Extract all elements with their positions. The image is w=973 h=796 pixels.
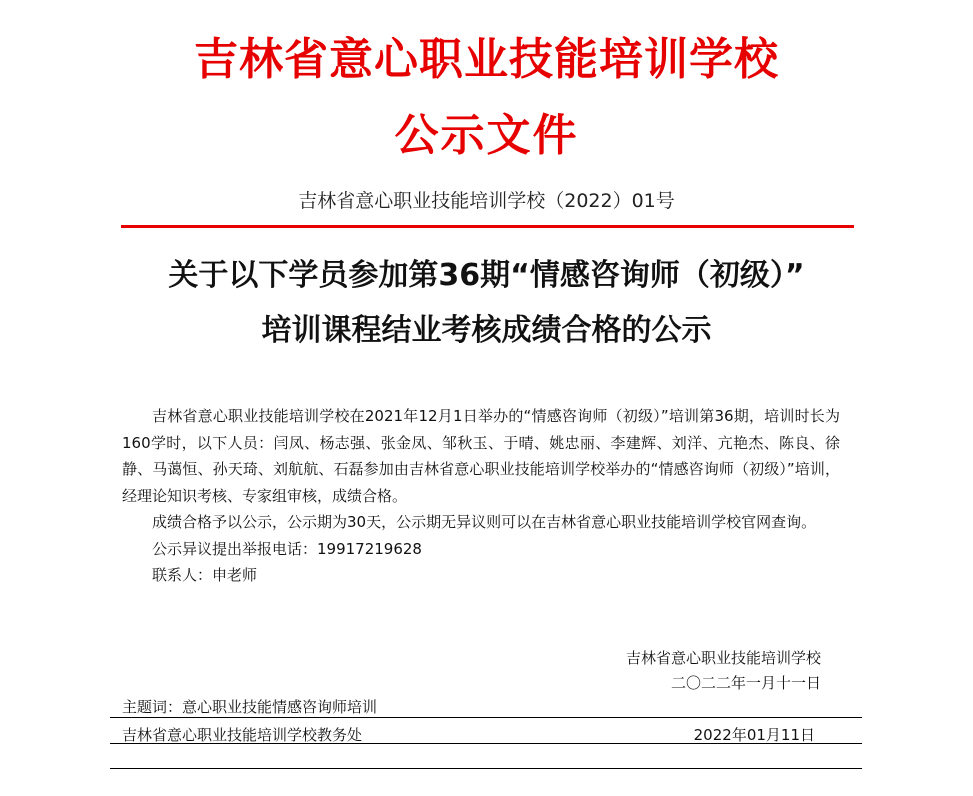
complaint-phone: 公示异议提出举报电话：19917219628 [152, 539, 422, 558]
issue-date: 2022年01月11日 [693, 726, 815, 744]
signature-org: 吉林省意心职业技能培训学校 [625, 649, 821, 667]
body-paragraph: 成绩合格予以公示，公示期为30天，公示期无异议则可以在吉林省意心职业技能培训学校官网查询。 [152, 513, 817, 531]
body-paragraph: 吉林省意心职业技能培训学校在2021年12月1日举办的“情感咨询师（初级）”培训第36期，培训时长为160学时，以下人员：闫凤、杨志强、张金凤、邹秋玉、于晴、姚忠丽、李建辉、刘洋、亢艳杰、陈良、徐静、马蔼恒、孙天琦、刘航航、石磊参加由吉林省意心职业技能培训学校举办的“情感咨询师（初级）”培训，经理论知识考核、专家组审核，成绩合格。 [122, 407, 840, 505]
headline-line-1: 关于以下学员参加第36期“情感咨询师（初级）” [168, 258, 805, 293]
red-divider [121, 225, 854, 228]
headline-line-2: 培训课程结业考核成绩合格的公示 [261, 313, 712, 348]
document-kind-title: 公示文件 [394, 110, 579, 161]
footer-divider-bottom [110, 768, 862, 769]
body-text [122, 403, 840, 589]
contact-person: 联系人：申老师 [152, 566, 258, 584]
issuing-department: 吉林省意心职业技能培训学校教务处 [122, 726, 363, 744]
document-number: 吉林省意心职业技能培训学校（2022）01号 [298, 190, 675, 212]
subject-keywords: 主题词：意心职业技能情感咨询师培训 [122, 698, 378, 716]
org-title: 吉林省意心职业技能培训学校 [194, 34, 779, 85]
signature-date: 二〇二二年一月十一日 [670, 674, 821, 692]
